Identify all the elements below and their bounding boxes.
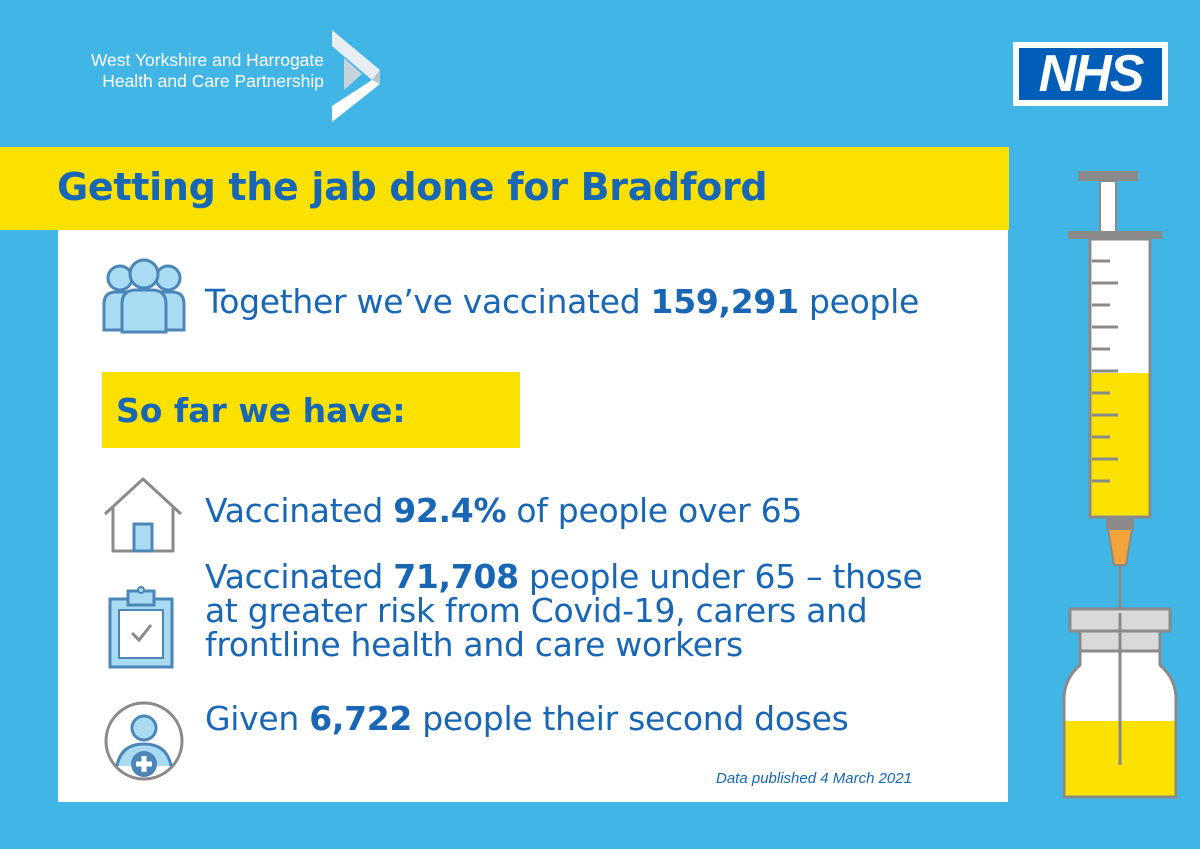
second-dose-number: 6,722 [309, 699, 413, 738]
partnership-name-line2: Health and Care Partnership [102, 71, 324, 91]
under-65-line1 [205, 557, 923, 596]
page-title: Getting the jab done for Bradford [57, 165, 768, 209]
vial-icon [1064, 609, 1176, 797]
partnership-logo [40, 28, 400, 128]
under-65-suffix: people under 65 – those [518, 557, 923, 596]
nhs-logo [1013, 42, 1168, 106]
so-far-banner [102, 372, 520, 448]
person-plus-icon [103, 700, 185, 782]
over-65-text [205, 491, 802, 530]
clipboard-icon [108, 585, 174, 669]
under-65-line2: at greater risk from Covid-19, carers and [205, 591, 868, 630]
over-65-prefix: Vaccinated [205, 491, 394, 530]
total-vaccinated-text [205, 282, 919, 321]
under-65-number: 71,708 [393, 557, 519, 596]
chevron-logo-icon [330, 28, 390, 124]
partnership-name [91, 50, 324, 92]
total-vaccinated-prefix: Together we’ve vaccinated [205, 282, 651, 321]
house-icon [103, 476, 183, 554]
people-icon [102, 258, 186, 334]
second-dose-text [205, 699, 849, 738]
total-vaccinated-suffix: people [798, 282, 920, 321]
under-65-line3: frontline health and care workers [205, 625, 743, 664]
so-far-heading: So far we have: [116, 391, 406, 430]
nhs-logo-text: NHS [1019, 48, 1162, 100]
partnership-name-line1: West Yorkshire and Harrogate [90, 50, 324, 70]
over-65-suffix: of people over 65 [506, 491, 803, 530]
total-vaccinated-number: 159,291 [650, 282, 799, 321]
data-published-note: Data published 4 March 2021 [716, 770, 912, 787]
under-65-prefix: Vaccinated [205, 557, 394, 596]
syringe-icon [1068, 171, 1162, 613]
under-65-text [205, 557, 923, 664]
title-banner [0, 147, 1009, 230]
over-65-number: 92.4% [393, 491, 507, 530]
second-dose-prefix: Given [205, 699, 310, 738]
syringe-vial-illustration [1040, 165, 1180, 805]
second-dose-suffix: people their second doses [412, 699, 849, 738]
